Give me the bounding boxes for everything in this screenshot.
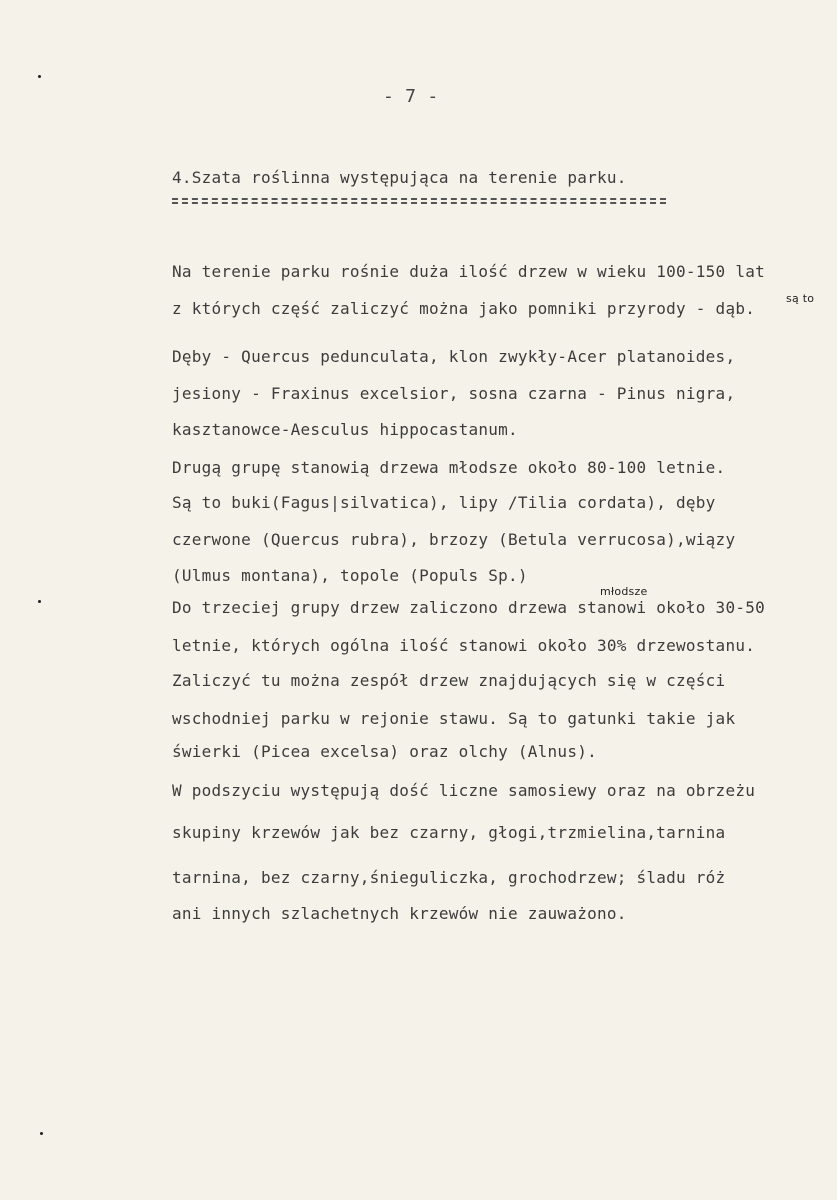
paragraph-line: świerki (Picea excelsa) oraz olchy (Alnus).	[172, 742, 597, 761]
paragraph-line: czerwone (Quercus rubra), brzozy (Betula verrucosa),wiązy	[172, 530, 736, 549]
margin-mark-bottom	[40, 1132, 43, 1135]
margin-mark-middle	[38, 600, 41, 603]
paragraph-line: tarnina, bez czarny,śnieguliczka, grochodrzew; śladu róż	[172, 868, 726, 887]
section-title: 4.Szata roślinna występująca na terenie parku.	[172, 168, 627, 187]
paragraph-line: kasztanowce-Aesculus hippocastanum.	[172, 420, 518, 439]
paragraph-line: Dęby - Quercus pedunculata, klon zwykły-Acer platanoides,	[172, 347, 736, 366]
margin-mark-top	[38, 75, 41, 78]
paragraph-line: wschodniej parku w rejonie stawu. Są to gatunki takie jak	[172, 709, 736, 728]
paragraph-line: z których część zaliczyć można jako pomniki przyrody - dąb.	[172, 299, 756, 318]
handwritten-correction: są to	[786, 292, 815, 305]
paragraph-line: W podszyciu występują dość liczne samosiewy oraz na obrzeżu	[172, 781, 756, 800]
paragraph-line: (Ulmus montana), topole (Populs Sp.)	[172, 566, 528, 585]
paragraph-line: ani innych szlachetnych krzewów nie zauważono.	[172, 904, 627, 923]
paragraph-line: Są to buki(Fagus|silvatica), lipy /Tilia cordata), dęby	[172, 493, 716, 512]
page-number: - 7 -	[383, 86, 439, 107]
paragraph-line: skupiny krzewów jak bez czarny, głogi,trzmielina,tarnina	[172, 823, 726, 842]
paragraph-line: Zaliczyć tu można zespół drzew znajdujących się w części	[172, 671, 726, 690]
title-underline	[172, 198, 666, 204]
paragraph-line: jesiony - Fraxinus excelsior, sosna czarna - Pinus nigra,	[172, 384, 736, 403]
paragraph-line: Drugą grupę stanowią drzewa młodsze około 80-100 letnie.	[172, 458, 726, 477]
paragraph-line: Na terenie parku rośnie duża ilość drzew w wieku 100-150 lat	[172, 262, 765, 281]
paragraph-line: letnie, których ogólna ilość stanowi około 30% drzewostanu.	[172, 636, 756, 655]
paragraph-line: Do trzeciej grupy drzew zaliczono drzewa stanowi około 30-50	[172, 598, 765, 617]
handwritten-correction: młodsze	[600, 585, 648, 598]
